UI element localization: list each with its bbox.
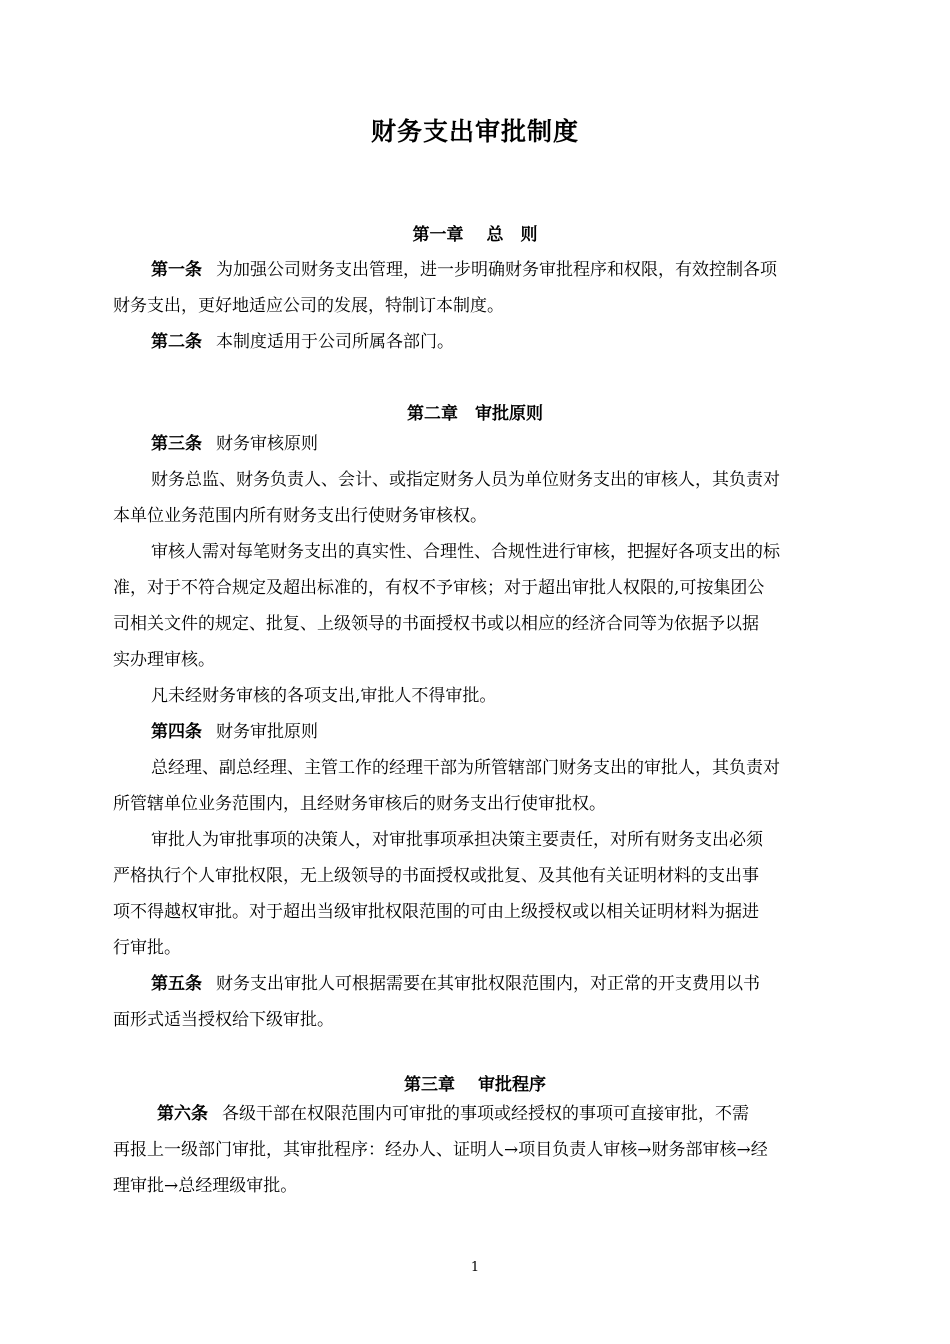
article-3-heading xyxy=(113,426,838,462)
article-6-line-2: 再报上一级部门审批，其审批程序：经办人、证明人→项目负责人审核→财务部审核→经 xyxy=(113,1140,768,1160)
article-5-line-2: 面形式适当授权给下级审批。 xyxy=(113,1010,334,1030)
article-2-label: 第二条 xyxy=(151,332,202,352)
article-6-line-1 xyxy=(113,1096,838,1132)
paragraph-line: 司相关文件的规定、批复、上级领导的书面授权书或以相应的经济合同等为依据予以据 xyxy=(113,614,759,634)
document-title: 财务支出审批制度 xyxy=(370,117,579,146)
article-4-title: 财务审批原则 xyxy=(216,722,318,742)
article-1-line-2: 财务支出，更好地适应公司的发展，特制订本制度。 xyxy=(113,296,504,316)
article-4-label: 第四条 xyxy=(151,722,202,742)
chapter-2-body xyxy=(113,426,838,1038)
article-5-line-1 xyxy=(113,966,838,1002)
article-2-text: 本制度适用于公司所属各部门。 xyxy=(216,332,454,352)
article-4-heading xyxy=(113,714,838,750)
chapter-1-heading: 第一章 总 则 xyxy=(412,225,538,245)
article-1-line-1 xyxy=(113,252,838,288)
paragraph-line: 总经理、副总经理、主管工作的经理干部为所管辖部门财务支出的审批人，其负责对 xyxy=(151,758,780,778)
paragraph-line: 所管辖单位业务范围内，且经财务审核后的财务支出行使审批权。 xyxy=(113,794,606,814)
chapter-3-body xyxy=(113,1096,838,1204)
page-number: 1 xyxy=(470,1260,480,1275)
article-5-label: 第五条 xyxy=(151,974,202,994)
paragraph-line: 审核人需对每笔财务支出的真实性、合理性、合规性进行审核，把握好各项支出的标 xyxy=(151,542,780,562)
article-3-title: 财务审核原则 xyxy=(216,434,318,454)
paragraph-line: 财务总监、财务负责人、会计、或指定财务人员为单位财务支出的审核人，其负责对 xyxy=(151,470,780,490)
paragraph-line: 严格执行个人审批权限，无上级领导的书面授权或批复、及其他有关证明材料的支出事 xyxy=(113,866,759,886)
paragraph-line: 审批人为审批事项的决策人，对审批事项承担决策主要责任，对所有财务支出必须 xyxy=(151,830,763,850)
article-1-label: 第一条 xyxy=(151,260,202,280)
chapter-2-heading: 第二章 审批原则 xyxy=(407,404,543,424)
paragraph-line: 本单位业务范围内所有财务支出行使财务审核权。 xyxy=(113,506,487,526)
paragraph-line: 实办理审核。 xyxy=(113,650,215,670)
paragraph-line: 行审批。 xyxy=(113,938,181,958)
chapter-1-body xyxy=(113,252,838,360)
article-6-label: 第六条 xyxy=(157,1104,208,1124)
article-1-text: 为加强公司财务支出管理，进一步明确财务审批程序和权限，有效控制各项 xyxy=(216,260,777,280)
paragraph-line: 项不得越权审批。对于超出当级审批权限范围的可由上级授权或以相关证明材料为据进 xyxy=(113,902,759,922)
article-2-line-1 xyxy=(113,324,838,360)
article-6-text: 各级干部在权限范围内可审批的事项或经授权的事项可直接审批，不需 xyxy=(222,1104,749,1124)
paragraph-line: 准，对于不符合规定及超出标准的，有权不予审核；对于超出审批人权限的,可按集团公 xyxy=(113,578,765,598)
article-5-text: 财务支出审批人可根据需要在其审批权限范围内，对正常的开支费用以书 xyxy=(216,974,760,994)
article-3-label: 第三条 xyxy=(151,434,202,454)
paragraph-line: 凡未经财务审核的各项支出,审批人不得审批。 xyxy=(151,686,497,706)
article-6-line-3: 理审批→总经理级审批。 xyxy=(113,1176,298,1196)
chapter-3-heading: 第三章 审批程序 xyxy=(404,1075,546,1095)
